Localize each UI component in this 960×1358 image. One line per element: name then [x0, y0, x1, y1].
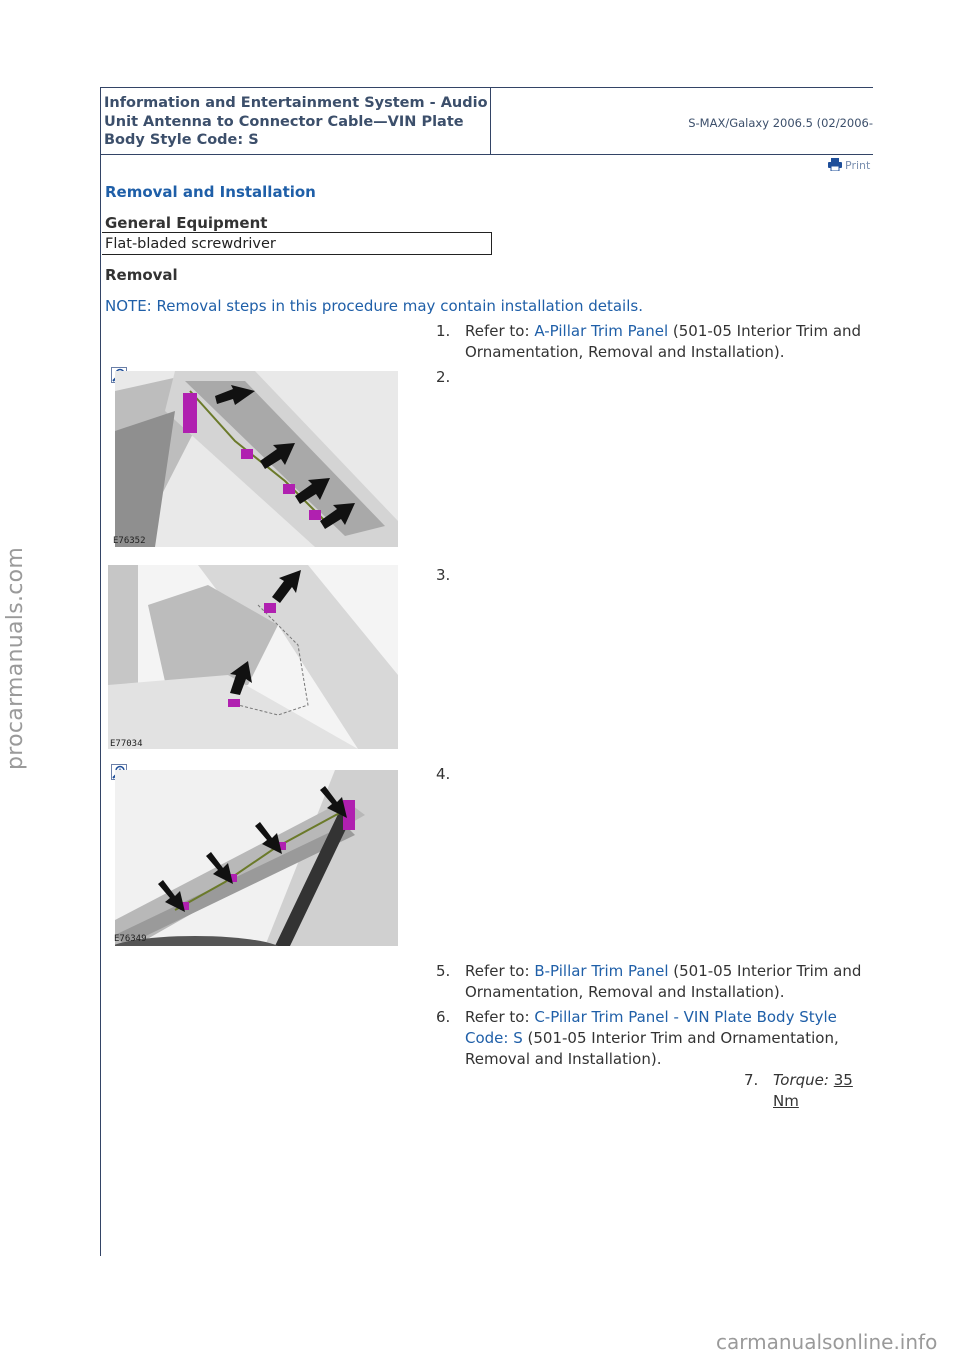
step-prefix: Refer to: [465, 1008, 535, 1026]
general-equipment-heading: General Equipment [105, 214, 268, 232]
document-header [100, 87, 873, 155]
step-suffix: (501-05 Interior Trim and Ornamentation, Removal and Installation). [465, 322, 862, 361]
removal-heading: Removal [105, 266, 178, 284]
left-margin-rule [100, 88, 101, 1256]
torque-label: Torque: [773, 1071, 829, 1089]
note-text: NOTE: Removal steps in this procedure may contain installation details. [105, 297, 643, 315]
step-number: 5. [436, 962, 451, 980]
torque-value: 35 [833, 1071, 853, 1089]
c-pillar-link[interactable]: C-Pillar Trim Panel - VIN Plate Body Style Code: S [465, 1008, 837, 1047]
pillar-illustration-1 [115, 371, 398, 547]
figure-e76349 [108, 762, 398, 946]
pillar-illustration-2 [108, 565, 398, 749]
step-number: 3. [436, 566, 451, 584]
step-number: 6. [436, 1008, 451, 1026]
equipment-table [102, 232, 492, 255]
vehicle-model: S-MAX/Galaxy 2006.5 (02/2006- [688, 116, 873, 130]
step-number: 2. [436, 368, 451, 386]
print-label: Print [845, 159, 871, 172]
pillar-illustration-3 [115, 770, 398, 946]
b-pillar-link[interactable]: B-Pillar Trim Panel [534, 962, 669, 980]
step-number: 4. [436, 765, 451, 783]
printer-icon [828, 158, 842, 171]
figure-label: E76352 [113, 536, 146, 546]
figure-label: E77034 [110, 739, 143, 749]
step-suffix: (501-05 Interior Trim and Ornamentation, Removal and Installation). [465, 1029, 839, 1068]
print-button[interactable] [828, 158, 874, 172]
step-number: 1. [436, 322, 451, 340]
section-title: Removal and Installation [105, 183, 316, 201]
figure-e76352 [108, 365, 398, 547]
equipment-item: Flat-bladed screwdriver [105, 236, 276, 252]
header-divider [490, 88, 491, 154]
step-prefix: Refer to: [465, 962, 535, 980]
side-watermark: procarmanuals.com [3, 546, 28, 770]
a-pillar-link[interactable]: A-Pillar Trim Panel [534, 322, 669, 340]
document-title: Information and Entertainment System - Audio Unit Antenna to Connector Cable—VIN Plate Body Style Code: S [104, 95, 488, 148]
step-prefix: Refer to: [465, 322, 535, 340]
figure-e77034 [108, 563, 400, 749]
bottom-watermark: carmanualsonline.info [716, 1330, 938, 1354]
torque-unit: Nm [773, 1092, 799, 1110]
figure-label: E76349 [114, 934, 147, 944]
step-suffix: (501-05 Interior Trim and Ornamentation, Removal and Installation). [465, 962, 862, 1001]
step-number: 7. [744, 1071, 759, 1089]
